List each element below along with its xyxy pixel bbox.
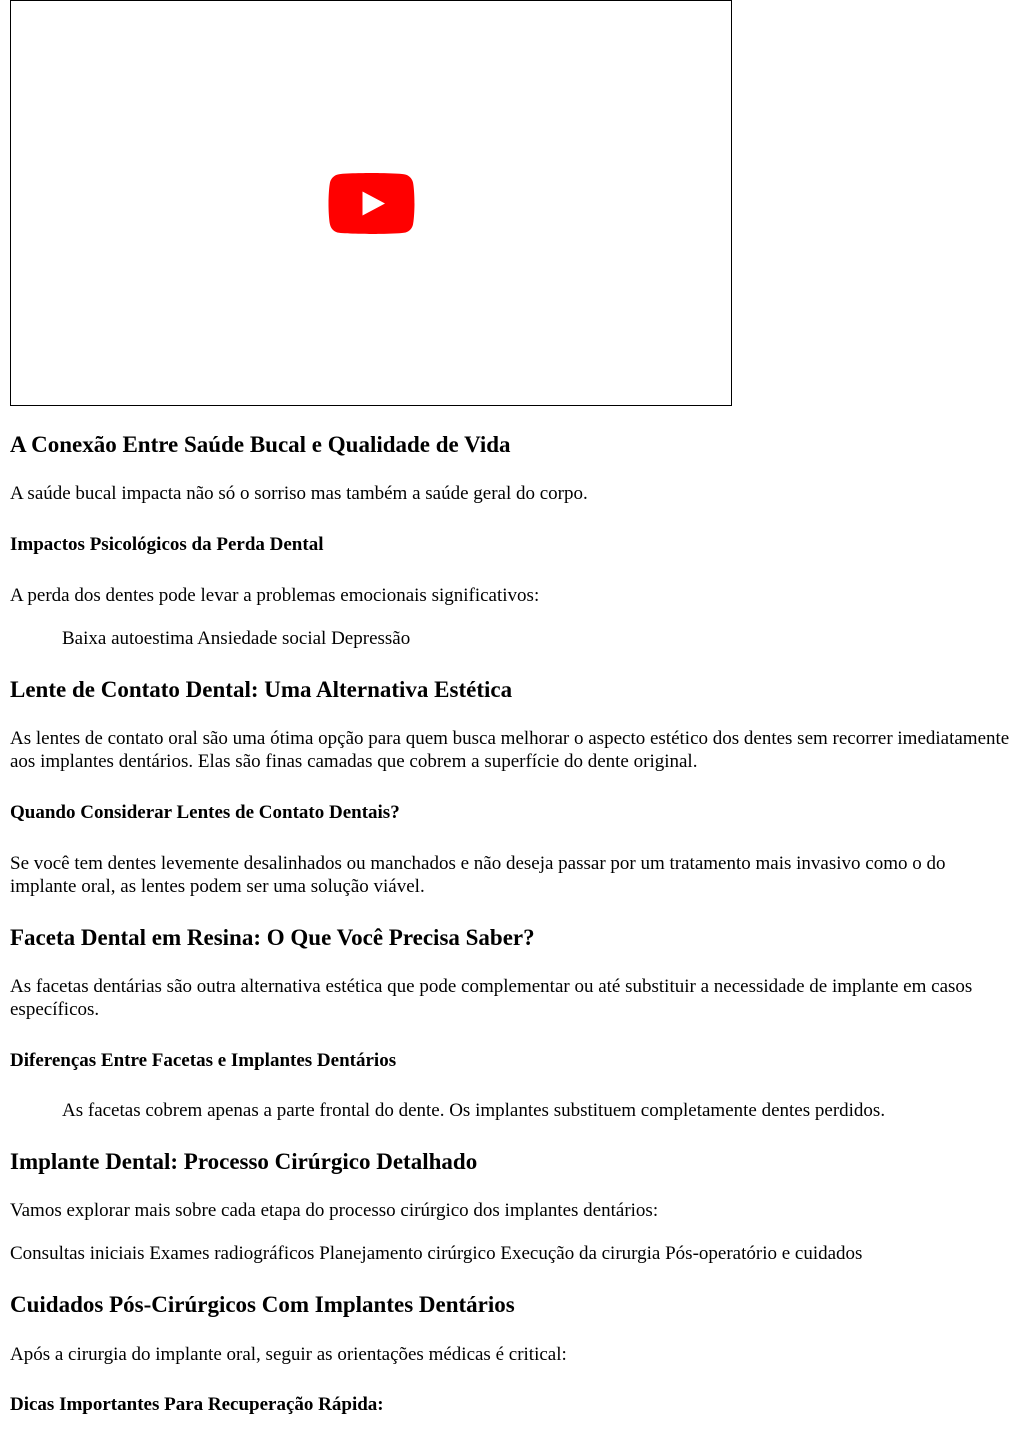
youtube-play-icon [328,173,415,234]
video-embed[interactable] [10,0,732,406]
section-title-saude-bucal: A Conexão Entre Saúde Bucal e Qualidade de Vida [10,432,511,457]
video-play-button[interactable] [328,173,415,234]
subheading-quando-considerar: Quando Considerar Lentes de Contato Dentais? [10,802,400,823]
list-diferencas: As facetas cobrem apenas a parte frontal do dente. Os implantes substituem completamente dentes perdidos. [62,1100,886,1121]
paragraph-lentes: As lentes de contato oral são uma ótima opção para quem busca melhorar o aspecto estético dos dentes sem recorrer imediatamente aos implantes dentários. Elas são finas camadas que cobrem a superfície do dente original. [10,728,1010,772]
paragraph-orientacoes: Após a cirurgia do implante oral, seguir as orientações médicas é critical: [10,1344,567,1365]
paragraph-desalinhados: Se você tem dentes levemente desalinhados ou manchados e não deseja passar por um tratamento mais invasivo como o do implante oral, as lentes podem ser uma solução viável. [10,853,946,897]
section-title-lente-contato: Lente de Contato Dental: Uma Alternativa Estética [10,677,513,702]
subheading-dicas: Dicas Importantes Para Recuperação Rápida: [10,1394,384,1415]
list-etapas: Consultas iniciais Exames radiográficos Planejamento cirúrgico Execução da cirurgia Pós-operatório e cuidados [10,1243,863,1264]
paragraph-saude-bucal: A saúde bucal impacta não só o sorriso mas também a saúde geral do corpo. [10,483,588,504]
paragraph-explorar: Vamos explorar mais sobre cada etapa do processo cirúrgico dos implantes dentários: [10,1200,659,1221]
list-impactos: Baixa autoestima Ansiedade social Depressão [62,628,411,649]
paragraph-facetas: As facetas dentárias são outra alternativa estética que pode complementar ou até substituir a necessidade de implante em casos específicos. [10,976,973,1020]
paragraph-perda-dentes: A perda dos dentes pode levar a problemas emocionais significativos: [10,585,540,606]
subheading-diferencas: Diferenças Entre Facetas e Implantes Dentários [10,1050,397,1071]
section-title-faceta: Faceta Dental em Resina: O Que Você Precisa Saber? [10,925,535,950]
section-title-cuidados: Cuidados Pós-Cirúrgicos Com Implantes Dentários [10,1292,515,1317]
section-title-implante: Implante Dental: Processo Cirúrgico Detalhado [10,1149,478,1174]
subheading-impactos: Impactos Psicológicos da Perda Dental [10,534,324,555]
